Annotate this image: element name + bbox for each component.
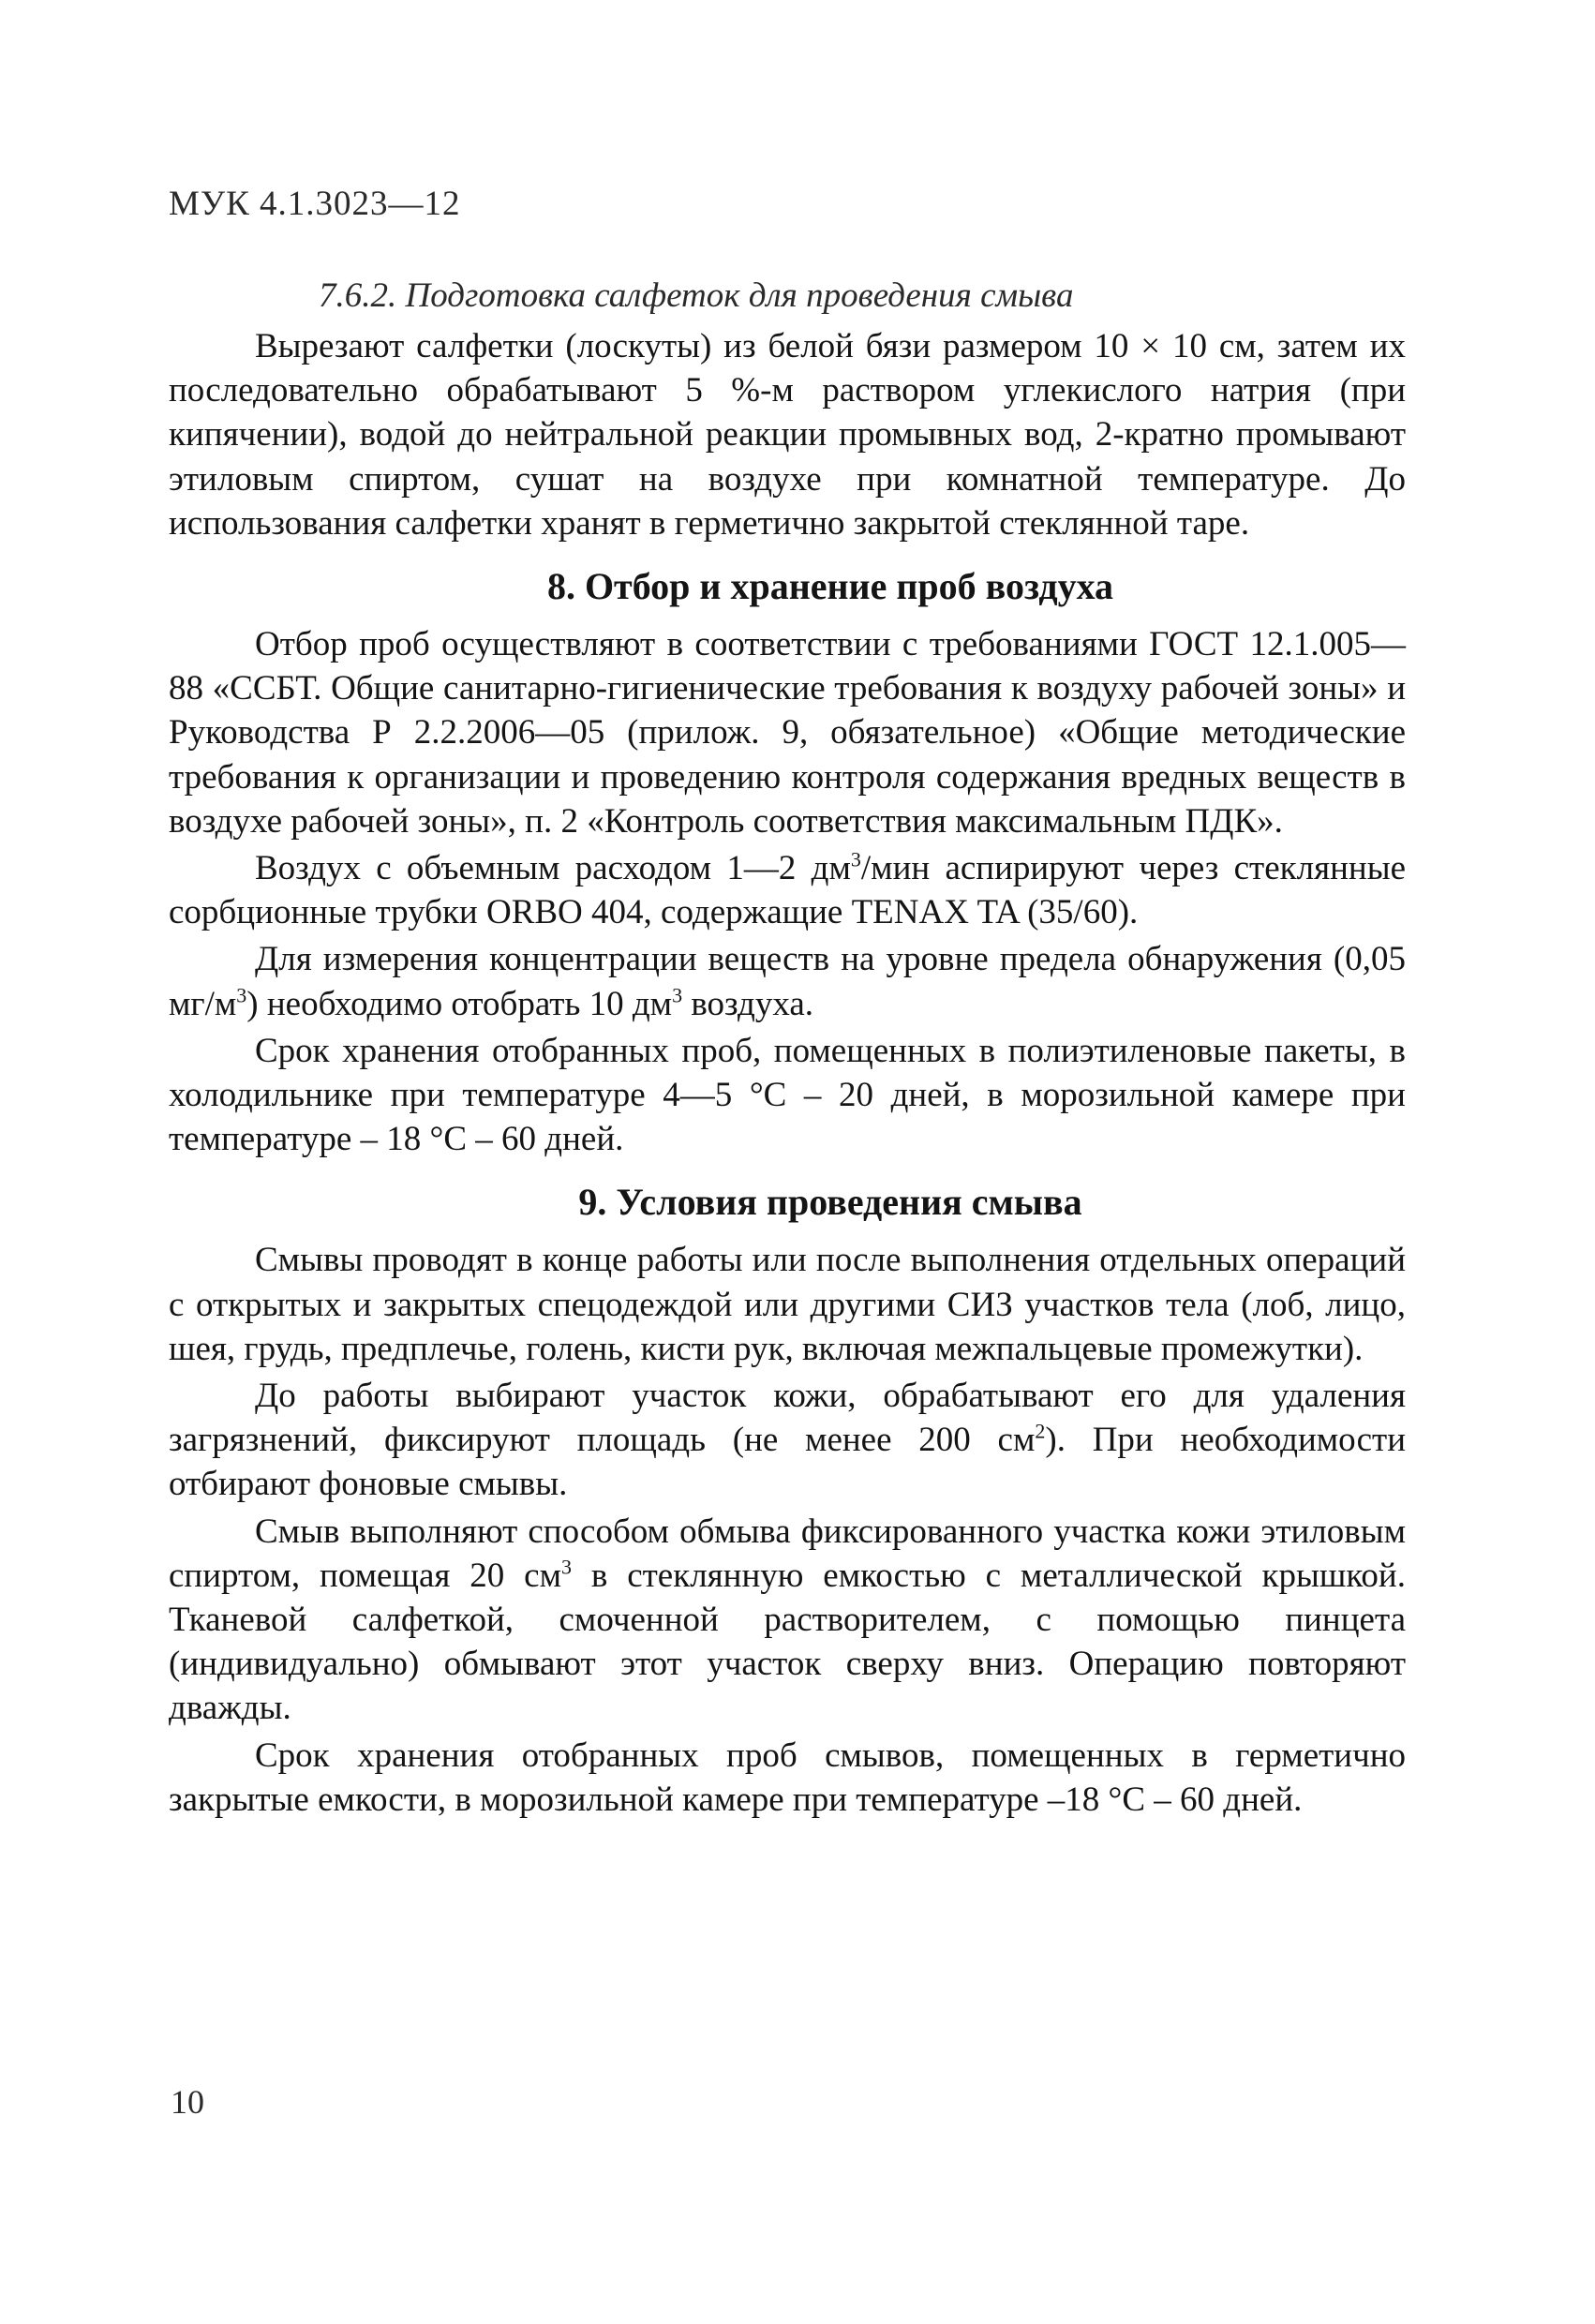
paragraph-wash-conditions: Смывы проводят в конце работы или после выполнения отдельных операций с открытых и закрытых спецодеждой или другими СИЗ участков тела (лоб, лицо, шея, грудь, предплечье, голень, кисти рук, включая межпальцевые промежутки). (169, 1241, 1406, 1368)
text-segment: Для измерения концентрации веществ на уровне предела обнаружения (0,05 мг/м (169, 940, 1406, 1023)
paragraph-wash-procedure (169, 1510, 1406, 1731)
superscript: 3 (561, 1555, 572, 1579)
superscript: 3 (850, 847, 861, 872)
superscript: 2 (1035, 1419, 1046, 1443)
superscript: 3 (236, 983, 247, 1007)
paragraph-napkin-preparation: Вырезают салфетки (лоскуты) из белой бязи размером 10 × 10 см, затем их последовательно обрабатывают 5 %-м раствором углекислого натрия (при кипячении), водой до нейтральной реакции промывных вод, 2-кратно промывают этиловым спиртом, сушат на воздухе при комнатной температуре. До использования салфетки хранят в герметично закрытой стеклянной таре. (169, 327, 1406, 543)
text-segment: /мин аспирируют через стеклянные сорбционные трубки ORBO 404, содержащие TENAX TA (35/60). (169, 849, 1406, 932)
page-number: 10 (171, 2083, 204, 2121)
text-segment: воздуха. (682, 984, 814, 1023)
paragraph-air-sample-storage: Срок хранения отобранных проб, помещенных в полиэтиленовые пакеты, в холодильнике при температуре 4—5 °С – 20 дней, в морозильной камере при температуре – 18 °С – 60 дней. (169, 1031, 1406, 1159)
subsection-title-7-6-2: 7.6.2. Подготовка салфеток для проведения смыва (319, 276, 1074, 315)
text-segment: Воздух с объемным расходом 1—2 дм (255, 849, 851, 888)
paragraph-detection-limit (169, 937, 1406, 1025)
paragraph-wash-sample-storage: Срок хранения отобранных проб смывов, помещенных в герметично закрытые емкости, в морозильной камере при температуре –18 °С – 60 дней. (169, 1736, 1406, 1819)
paragraph-air-flow-rate (169, 846, 1406, 934)
text-segment: Смыв выполняют способом обмыва фиксированного участка кожи этиловым спиртом, помещая 20 см (169, 1512, 1406, 1595)
page-content (169, 274, 1406, 1825)
text-segment: ). При необходимости отбирают фоновые смывы. (169, 1421, 1406, 1504)
paragraph-air-sampling-standards: Отбор проб осуществляют в соответствии с требованиями ГОСТ 12.1.005—88 «ССБТ. Общие санитарно-гигиенические требования к воздуху рабочей зоны» и Руководства Р 2.2.2006—05 (прилож. 9, обязательное) «Общие методические требования к организации и проведению контроля содержания вредных веществ в воздухе рабочей зоны», п. 2 «Контроль соответствия максимальным ПДК». (169, 625, 1406, 841)
section-heading-8: 8. Отбор и хранение проб воздуха (546, 565, 1114, 608)
text-segment: ) необходимо отобрать 10 дм (246, 984, 673, 1023)
section-heading-9: 9. Условия проведения смыва (578, 1181, 1082, 1224)
paragraph-skin-area-selection (169, 1374, 1406, 1507)
running-header: МУК 4.1.3023—12 (169, 185, 461, 223)
text-segment: в стеклянную емкостью с металлической крышкой. Тканевой салфеткой, смоченной растворителем, с помощью пинцета (индивидуально) обмывают этот участок сверху вниз. Операцию повторяют дважды. (169, 1556, 1406, 1728)
text-segment: До работы выбирают участок кожи, обрабатывают его для удаления загрязнений, фиксируют площадь (не менее 200 см (169, 1377, 1406, 1460)
superscript: 3 (672, 983, 683, 1007)
